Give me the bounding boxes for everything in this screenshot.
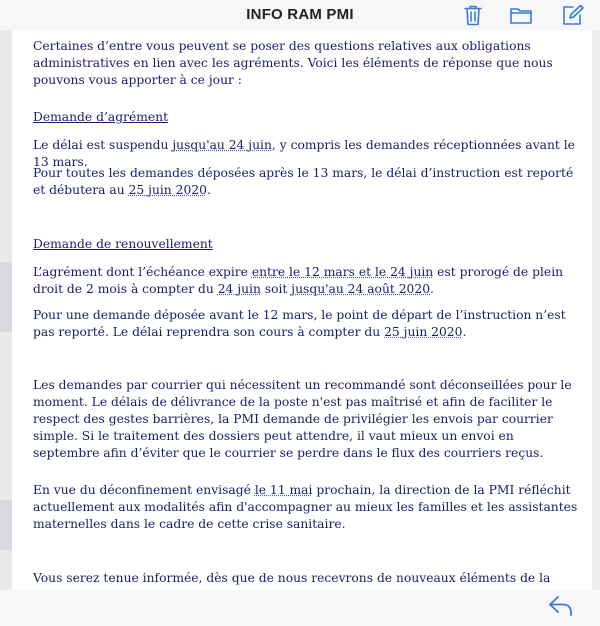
message-body[interactable] [12, 30, 592, 590]
background-highlight [0, 500, 12, 550]
page-title: INFO RAM PMI [246, 6, 354, 23]
reply-icon[interactable] [547, 593, 575, 619]
courrier-paragraph: Les demandes par courrier qui nécessitent un recommandé sont déconseillées pour le moment. Le délais de délivrance de la poste n'est pas maîtrisé et afin de faciliter le respect des gestes barrières, la PMI demande de privilégier les envois par courrier simple. Si le traitement des dossiers peut attendre, il vaut mieux un envoi en septembre afin d’éviter que le courrier se perdre dans le flux des courriers reçus. [33, 378, 572, 460]
toolbar [0, 590, 600, 626]
date-link[interactable]: 24 juin [217, 282, 261, 296]
folder-icon[interactable] [509, 4, 533, 26]
background-panel [0, 30, 12, 590]
date-link[interactable]: 25 juin 2020 [128, 183, 207, 197]
date-link[interactable]: 25 juin 2020 [384, 325, 463, 339]
section-heading-agrement: Demande d’agrément [33, 110, 169, 124]
date-link[interactable]: entre le 12 mars et le 24 juin [251, 265, 434, 279]
agrement-paragraph-1: Le délai est suspendu jusqu'au 24 juin, y compris les demandes réceptionnées avant le 13 mars. [33, 138, 575, 169]
date-link[interactable]: le 11 mai [254, 483, 313, 497]
renouvellement-paragraph-2: Pour une demande déposée avant le 12 mars, le point de départ de l’instruction n’est pas reporté. Le délai reprendra son cours à compter du 25 juin 2020. [33, 308, 566, 339]
date-link[interactable]: jusqu'au 24 août 2020 [291, 282, 431, 296]
navigation-bar [0, 0, 600, 30]
compose-icon[interactable] [561, 4, 585, 26]
section-heading-renouvellement: Demande de renouvellement [33, 237, 213, 251]
intro-paragraph: Certaines d’entre vous peuvent se poser des questions relatives aux obligations administratives en lien avec les agréments. Voici les éléments de réponse que nous pouvons vous apporter à ce jour : [33, 39, 553, 87]
background-highlight [0, 262, 12, 332]
agrement-paragraph-2: Pour toutes les demandes déposées après le 13 mars, le délai d’instruction est reporté et débutera au 25 juin 2020. [33, 166, 574, 197]
trash-icon[interactable] [461, 4, 485, 26]
background-panel [592, 30, 600, 590]
renouvellement-paragraph-1: L’agrément dont l’échéance expire entre le 12 mars et le 24 juin est prorogé de plein droit de 2 mois à compter du 24 juin soit jusqu'au 24 août 2020. [33, 265, 564, 296]
closing-paragraph: Vous serez tenue informée, dès que de nous recevrons de nouveaux éléments de la [33, 571, 551, 585]
date-link[interactable]: jusqu'au 24 juin [172, 138, 272, 152]
deconfinement-paragraph: En vue du déconfinement envisagé le 11 mai prochain, la direction de la PMI réfléchit actuellement aux modalités afin d'accompagner au mieux les familles et les assistantes maternelles dans le cadre de cette crise sanitaire. [33, 483, 578, 531]
